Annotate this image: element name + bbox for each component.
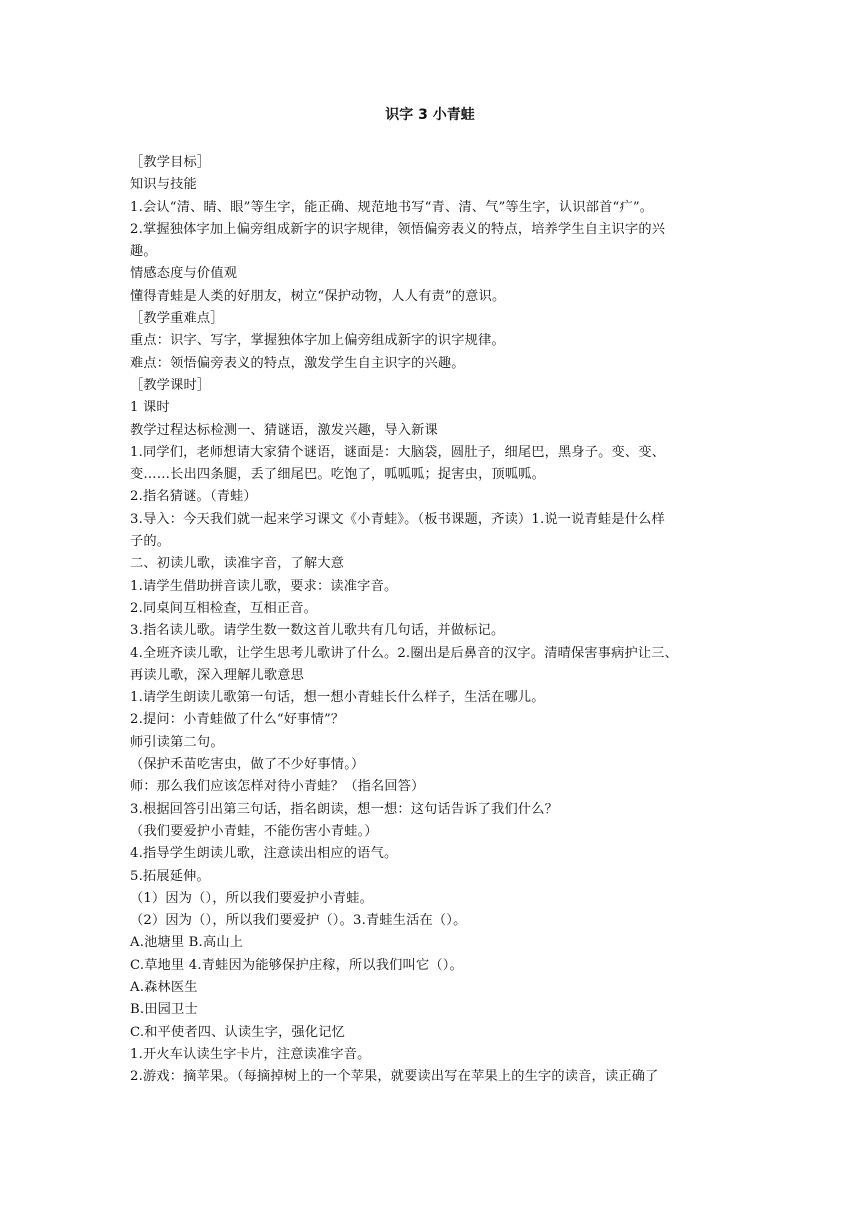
body-line: （2）因为（），所以我们要爱护（）。3.青蛙生活在（）。: [130, 913, 467, 929]
body-line: 难点：领悟偏旁表义的特点，激发学生自主识字的兴趣。: [130, 355, 465, 371]
body-line: 4.指导学生朗读儿歌，注意读出相应的语气。: [130, 846, 398, 862]
body-line: 师引读第二句。: [130, 734, 224, 750]
body-line: 2.指名猜谜。（青蛙）: [130, 489, 257, 505]
body-line: 1 课时: [130, 400, 170, 416]
body-line: 2.提问：小青蛙做了什么“好事情”？: [130, 712, 345, 728]
body-line: 1.请学生朗读儿歌第一句话，想一想小青蛙长什么样子，生活在哪儿。: [130, 690, 545, 706]
body-line: 师：那么我们应该怎样对待小青蛙？（指名回答）: [130, 779, 425, 795]
body-line: 变……长出四条腿，丢了细尾巴。吃饱了，呱呱呱；捉害虫，顶呱呱。: [130, 467, 546, 483]
body-line: 3.指名读儿歌。请学生数一数这首儿歌共有几句话，并做标记。: [130, 623, 505, 639]
body-line: 5.拓展延伸。: [130, 868, 210, 884]
body-line: 重点：识字、写字，掌握独体字加上偏旁组成新字的识字规律。: [130, 333, 505, 349]
body-line: （我们要爱护小青蛙，不能伤害小青蛙。）: [130, 823, 378, 839]
body-line: C.草地里 4.青蛙因为能够保护庄稼，所以我们叫它（）。: [130, 957, 463, 973]
body-line: B.田园卫士: [130, 1002, 198, 1018]
body-line: （保护禾苗吃害虫，做了不少好事情。）: [130, 757, 365, 773]
body-line: ［教学重难点］: [130, 311, 224, 327]
body-line: 知识与技能: [130, 177, 197, 193]
body-line: （1）因为（），所以我们要爱护小青蛙。: [130, 890, 373, 906]
body-line: 4.全班齐读儿歌，让学生思考儿歌讲了什么。2.圈出是后鼻音的汉字。清晴保害事病护让三、: [130, 645, 679, 661]
body-line: 3.导入：今天我们就一起来学习课文《小青蛙》。（板书课题，齐读）1.说一说青蛙是什么样: [130, 511, 665, 527]
document-title: 识字 3 小青蛙: [385, 107, 475, 123]
body-line: 2.掌握独体字加上偏旁组成新字的识字规律，领悟偏旁表义的特点，培养学生自主识字的兴: [130, 221, 666, 237]
body-line: 二、初读儿歌，读准字音，了解大意: [130, 556, 345, 572]
body-line: 懂得青蛙是人类的好朋友，树立“保护动物，人人有责”的意识。: [130, 288, 506, 304]
body-line: A.森林医生: [130, 979, 198, 995]
body-line: 1.请学生借助拼音读儿歌，要求：读准字音。: [130, 578, 398, 594]
body-line: 2.游戏：摘苹果。（每摘掉树上的一个苹果，就要读出写在苹果上的生字的读音，读正确了: [130, 1069, 659, 1085]
body-line: 情感态度与价值观: [130, 266, 238, 282]
body-line: 趣。: [130, 244, 157, 260]
document-body: [130, 152, 735, 1088]
body-line: ［教学目标］: [130, 155, 211, 170]
body-line: C.和平使者四、认读生字，强化记忆: [130, 1024, 346, 1040]
body-line: 1.开火车认读生字卡片，注意读准字音。: [130, 1046, 371, 1062]
body-line: ［教学课时］: [130, 377, 211, 393]
body-line: 子的。: [130, 534, 171, 550]
body-line: 教学过程达标检测一、猜谜语，激发兴趣，导入新课: [130, 422, 438, 438]
body-line: 2.同桌间互相检查，互相正音。: [130, 600, 318, 616]
body-line: A.池塘里 B.高山上: [130, 935, 244, 951]
body-line: 再读儿歌，深入理解儿歌意思: [130, 667, 305, 683]
body-line: 1.会认“清、睛、眼”等生字，能正确、规范地书写“青、清、气”等生字，认识部首“疒”。: [130, 199, 654, 215]
body-line: 1.同学们，老师想请大家猜个谜语，谜面是：大脑袋，圆肚子，细尾巴，黑身子。变、变、: [130, 444, 666, 460]
body-line: 3.根据回答引出第三句话，指名朗读，想一想：这句话告诉了我们什么？: [130, 801, 558, 817]
